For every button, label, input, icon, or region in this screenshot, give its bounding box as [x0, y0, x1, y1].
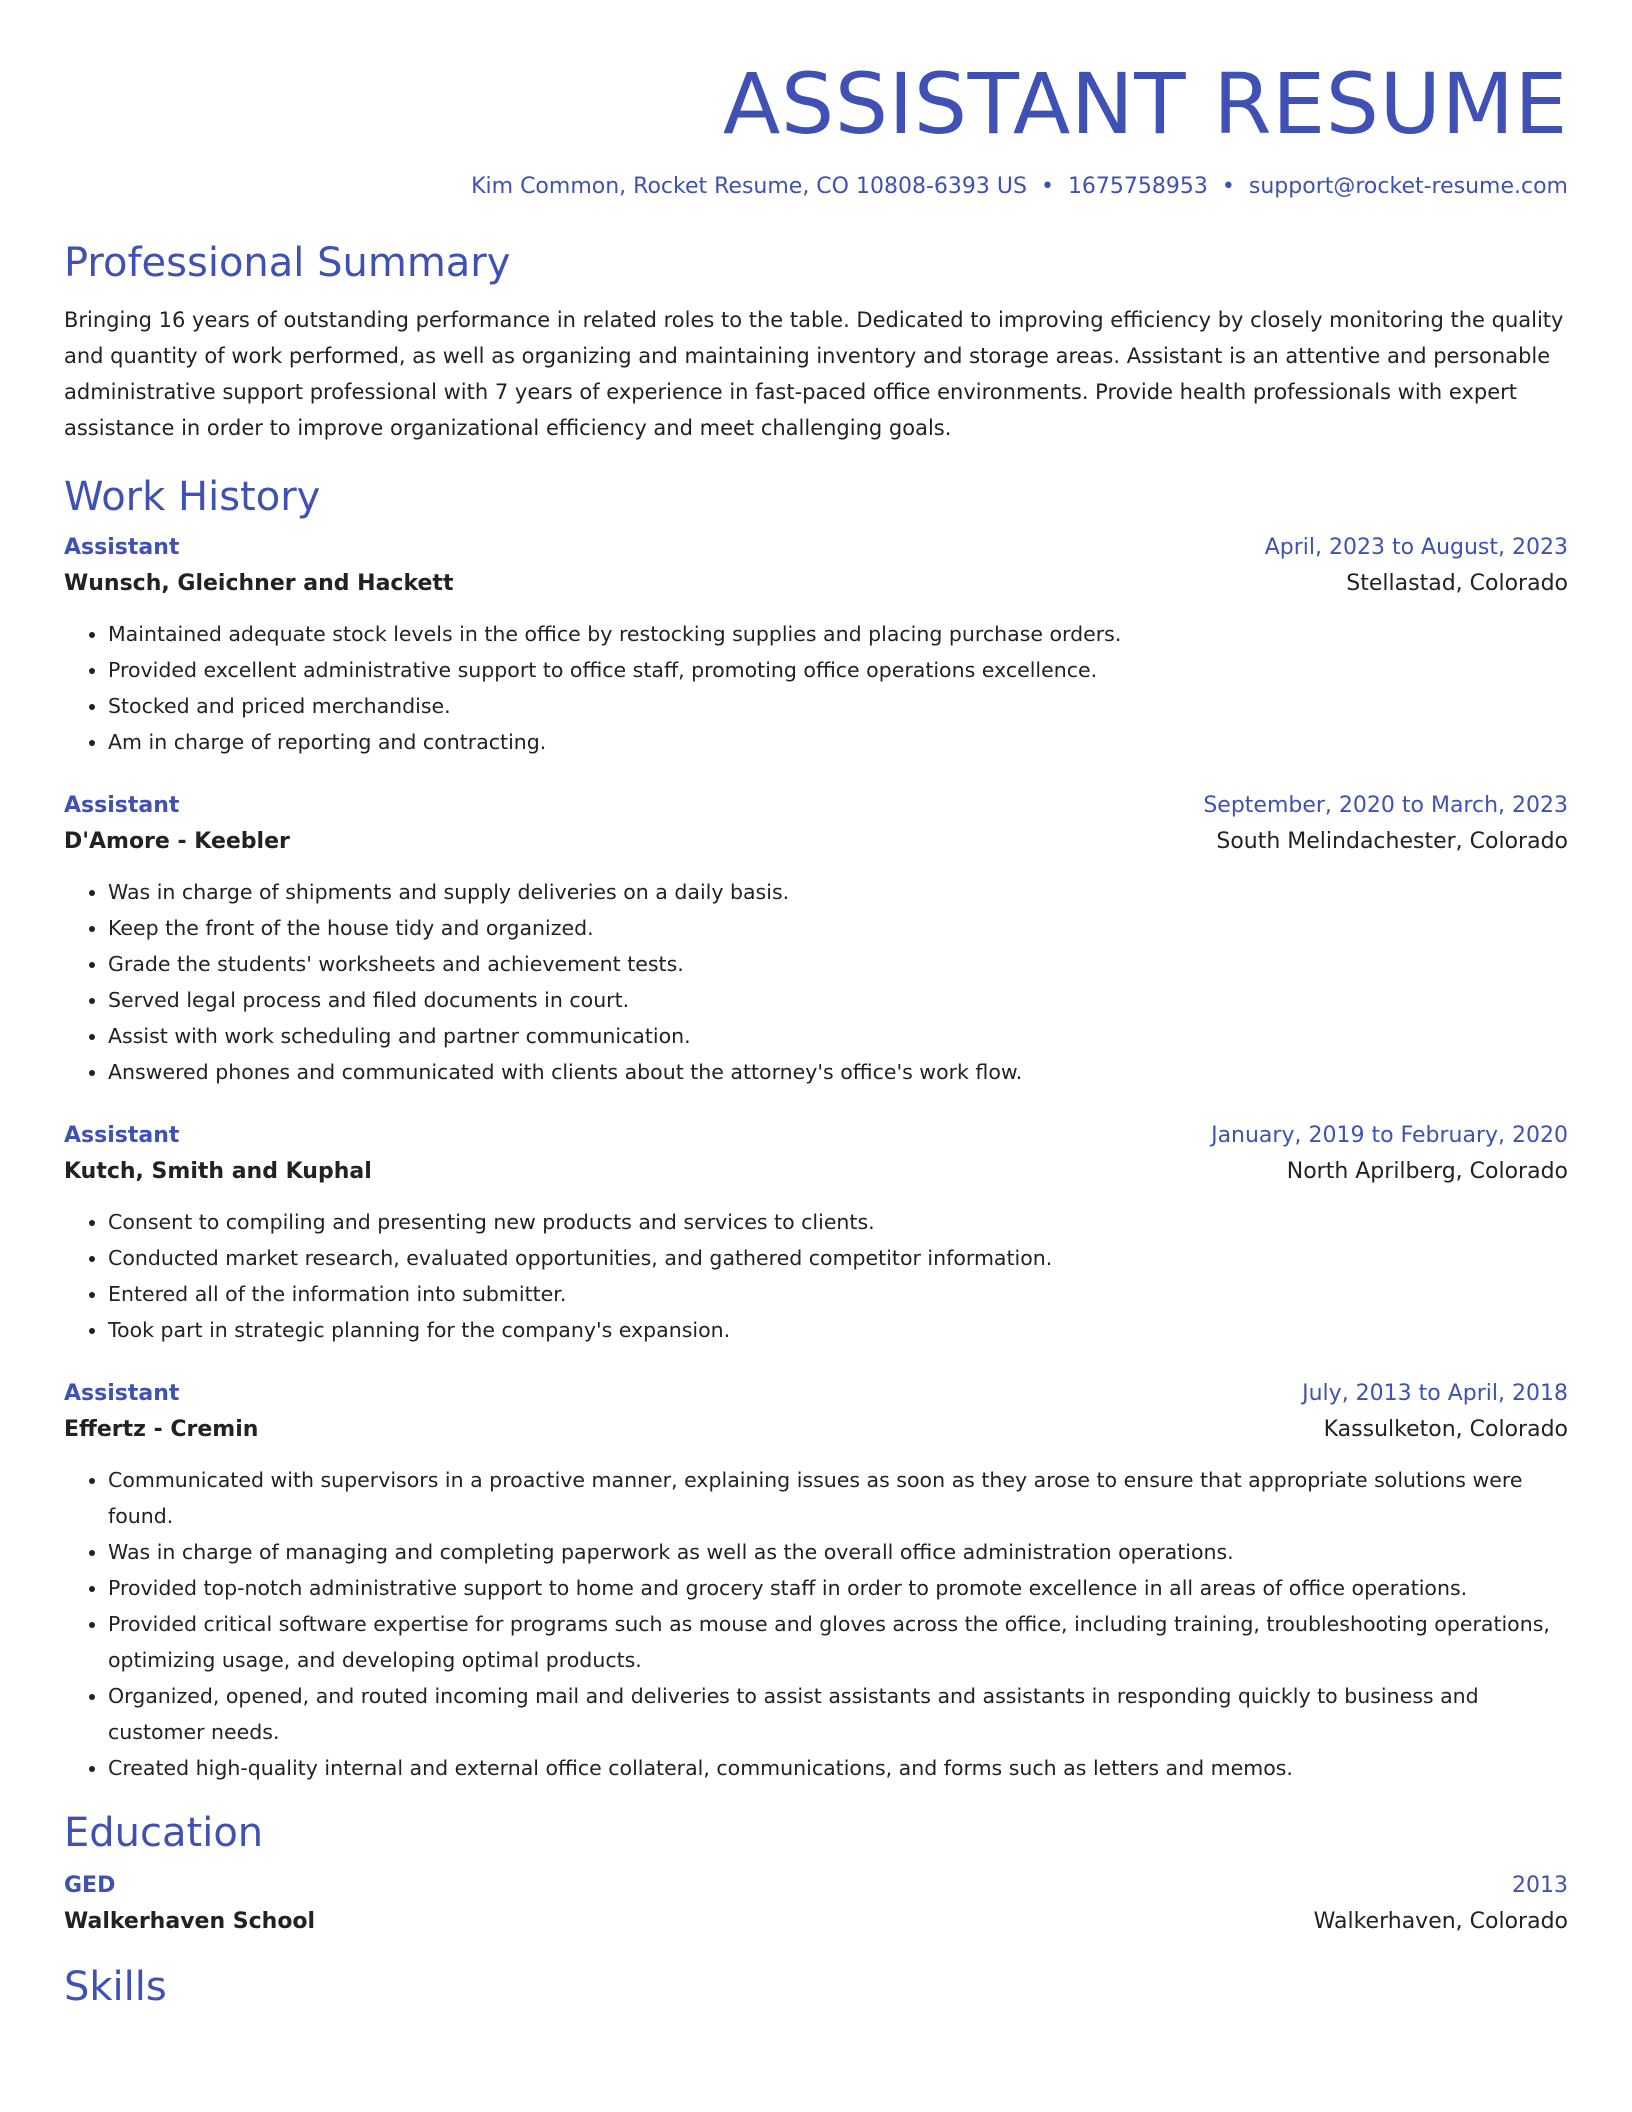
job-bullets	[64, 1462, 1568, 1786]
job-dates: September, 2020 to March, 2023	[1203, 793, 1568, 818]
job-dates: January, 2019 to February, 2020	[1211, 1123, 1568, 1148]
education-location: Walkerhaven, Colorado	[1313, 1909, 1568, 1934]
job-location: South Melindachester, Colorado	[1216, 829, 1568, 854]
education-degree: GED	[64, 1873, 116, 1898]
job-bullet: • Conducted market research, evaluated opportunities, and gathered competitor information.	[108, 1240, 1568, 1276]
job-bullet: • Consent to compiling and presenting new products and services to clients.	[108, 1204, 1568, 1240]
job-bullet: • Served legal process and filed documents in court.	[108, 982, 1568, 1018]
job-location: Stellastad, Colorado	[1346, 571, 1568, 596]
job-bullet: • Organized, opened, and routed incoming mail and deliveries to assist assistants and assistants in responding quickly to business and customer needs.	[108, 1678, 1568, 1750]
job-entry	[64, 788, 1568, 1090]
job-title: Assistant	[64, 1123, 180, 1148]
job-bullet: • Maintained adequate stock levels in the office by restocking supplies and placing purchase orders.	[108, 616, 1568, 652]
job-entry	[64, 530, 1568, 760]
education-entry	[64, 1868, 1568, 1940]
job-bullet: • Am in charge of reporting and contracting.	[108, 724, 1568, 760]
contact-email: support@rocket-resume.com	[1248, 174, 1568, 199]
job-bullets	[64, 616, 1568, 760]
summary-text: Bringing 16 years of outstanding performance in related roles to the table. Dedicated to improving efficiency by closely monitoring the quality and quantity of work performed, as well as organizing and maintaining inventory and storage areas. Assistant is an attentive and personable administrative support professional with 7 years of experience in fast-paced office environments. Provide health professionals with expert assistance in order to improve organizational efficiency and meet challenging goals.	[64, 308, 1564, 440]
job-bullet: • Took part in strategic planning for the company's expansion.	[108, 1312, 1568, 1348]
job-bullet: • Provided top-notch administrative support to home and grocery staff in order to promote excellence in all areas of office operations.	[108, 1570, 1568, 1606]
skills-heading: Skills	[64, 1964, 167, 2010]
summary-heading: Professional Summary	[64, 240, 511, 286]
job-dates: April, 2023 to August, 2023	[1264, 535, 1568, 560]
job-bullet: • Was in charge of shipments and supply deliveries on a daily basis.	[108, 874, 1568, 910]
job-bullet: • Assist with work scheduling and partner communication.	[108, 1018, 1568, 1054]
job-bullet: • Stocked and priced merchandise.	[108, 688, 1568, 724]
job-bullet: • Grade the students' worksheets and achievement tests.	[108, 946, 1568, 982]
job-bullet: • Created high-quality internal and external office collateral, communications, and forms such as letters and memos.	[108, 1750, 1568, 1786]
job-title: Assistant	[64, 1381, 180, 1406]
job-bullet: • Provided critical software expertise for programs such as mouse and gloves across the office, including training, troubleshooting operations, optimizing usage, and developing optimal products.	[108, 1606, 1568, 1678]
job-company: Wunsch, Gleichner and Hackett	[64, 571, 454, 596]
education-school: Walkerhaven School	[64, 1909, 316, 1934]
contact-address: Kim Common, Rocket Resume, CO 10808-6393 US	[471, 174, 1027, 199]
job-location: North Aprilberg, Colorado	[1286, 1159, 1568, 1184]
contact-line	[64, 172, 1568, 202]
education-year: 2013	[1512, 1873, 1568, 1898]
job-bullet: • Communicated with supervisors in a proactive manner, explaining issues as soon as they arose to ensure that appropriate solutions were found.	[108, 1462, 1568, 1534]
job-company: Effertz - Cremin	[64, 1417, 259, 1442]
contact-phone: 1675758953	[1067, 174, 1208, 199]
resume-header	[64, 0, 1568, 202]
education-heading: Education	[64, 1810, 264, 1856]
job-bullet: • Provided excellent administrative support to office staff, promoting office operations excellence.	[108, 652, 1568, 688]
job-entry	[64, 1118, 1568, 1348]
job-bullet: • Keep the front of the house tidy and organized.	[108, 910, 1568, 946]
job-title: Assistant	[64, 535, 180, 560]
job-company: Kutch, Smith and Kuphal	[64, 1159, 372, 1184]
resume-title: ASSISTANT RESUME	[722, 55, 1568, 153]
contact-separator: •	[1221, 174, 1235, 199]
job-company: D'Amore - Keebler	[64, 829, 290, 854]
job-location: Kassulketon, Colorado	[1323, 1417, 1568, 1442]
job-bullet: • Entered all of the information into submitter.	[108, 1276, 1568, 1312]
job-bullet: • Was in charge of managing and completing paperwork as well as the overall office administration operations.	[108, 1534, 1568, 1570]
work-history-heading: Work History	[64, 474, 321, 520]
contact-separator: •	[1040, 174, 1054, 199]
job-bullets	[64, 874, 1568, 1090]
job-bullets	[64, 1204, 1568, 1348]
job-entry	[64, 1376, 1568, 1786]
job-title: Assistant	[64, 793, 180, 818]
job-bullet: • Answered phones and communicated with clients about the attorney's office's work flow.	[108, 1054, 1568, 1090]
job-dates: July, 2013 to April, 2018	[1302, 1381, 1568, 1406]
